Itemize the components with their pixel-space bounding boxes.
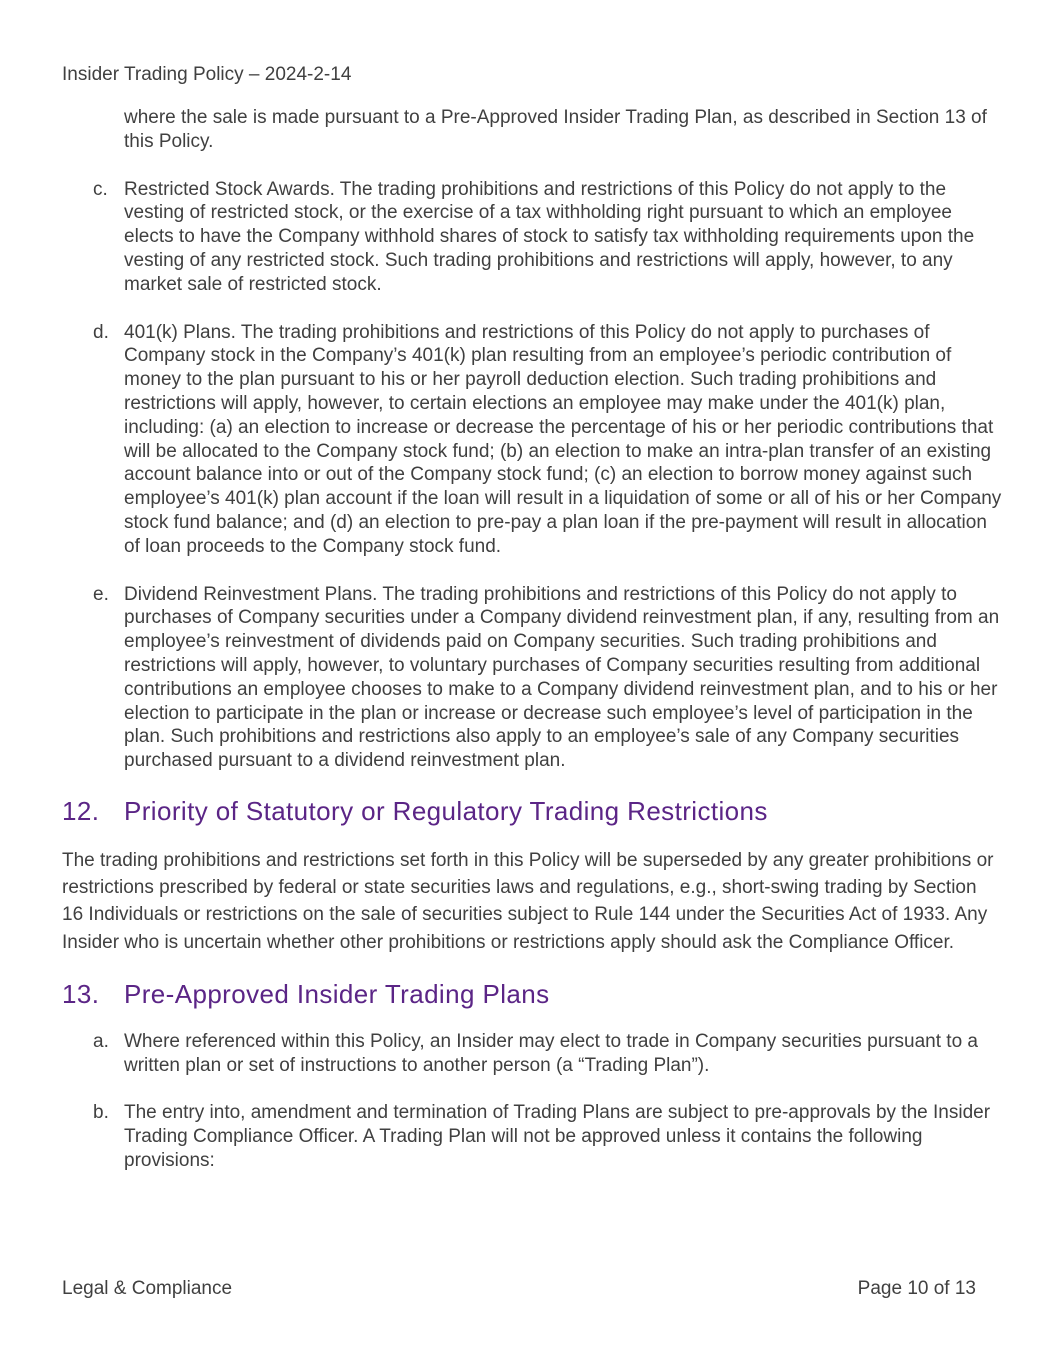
- footer-page-number: Page 10 of 13: [857, 1278, 976, 1299]
- list-item-text: Dividend Reinvestment Plans. The trading prohibitions and restrictions of this Policy do not apply to purchases of Company securities under a Company dividend reinvestment plan, if any, resulting from an employee’s reinvestment of dividends paid on Company securities. Such trading prohibitions and restrictions will apply, however, to voluntary purchases of Company securities resulting from additional contributions an employee chooses to make to a Company dividend reinvestment plan, and to his or her election to participate in the plan or increase or decrease such employee’s level of participation in the plan. Such prohibitions and restrictions also apply to an employee’s sale of any Company securities purchased pursuant to a dividend reinvestment plan.: [124, 583, 1000, 772]
- list-item: [62, 583, 1002, 773]
- section-12-number: 12.: [62, 795, 100, 826]
- list-item: [62, 1101, 1002, 1172]
- list-item-text: 401(k) Plans. The trading prohibitions and restrictions of this Policy do not apply to purchases of Company stock in the Company’s 401(k) plan resulting from an employee’s periodic contribution of money to the plan pursuant to his or her payroll deduction election. Such trading prohibitions and restrictions will apply, however, to certain elections an employee may make under the 401(k) plan, including: (a) an election to increase or decrease the percentage of his or her periodic contributions that will be allocated to the Company stock fund; (b) an election to make an intra-plan transfer of an existing account balance into or out of the Company stock fund; (c) an election to borrow money against such employee’s 401(k) plan account if the loan will result in a liquidation of some or all of his or her Company stock fund balance; and (d) an election to pre-pay a plan loan if the pre-payment will result in allocation of loan proceeds to the Company stock fund.: [124, 321, 1002, 557]
- page-content: [62, 106, 1002, 1197]
- list-item: [62, 178, 1002, 297]
- section-13-heading: [62, 978, 1002, 1010]
- footer-department: Legal & Compliance: [62, 1278, 233, 1299]
- continuation-text: where the sale is made pursuant to a Pre-Approved Insider Trading Plan, as described in Section 13 of this Policy.: [124, 107, 987, 152]
- section-12-title: Priority of Statutory or Regulatory Trading Restrictions: [124, 795, 768, 826]
- section-13-title: Pre-Approved Insider Trading Plans: [124, 978, 550, 1009]
- list-item: [62, 321, 1002, 559]
- list-item-letter: e.: [93, 583, 109, 605]
- list-item-letter: c.: [93, 178, 108, 200]
- list-item-letter: d.: [93, 321, 109, 343]
- list-item-letter: b.: [93, 1102, 109, 1124]
- list-item: [62, 1030, 1002, 1078]
- list-item-letter: a.: [93, 1030, 109, 1052]
- list-item-text: Restricted Stock Awards. The trading prohibitions and restrictions of this Policy do not apply to the vesting of restricted stock, or the exercise of a tax withholding right pursuant to which an employee elects to have the Company withhold shares of stock to satisfy tax withholding requirements upon the vesting of any restricted stock. Such trading prohibitions and restrictions will apply, however, to any market sale of restricted stock.: [124, 178, 975, 295]
- section-12-heading: [62, 795, 1002, 827]
- page-header: Insider Trading Policy – 2024-2-14: [62, 64, 352, 85]
- list-item-text: The entry into, amendment and termination of Trading Plans are subject to pre-approvals by the Insider Trading Compliance Officer. A Trading Plan will not be approved unless it contains the following provisions:: [124, 1102, 991, 1171]
- section-12-body: The trading prohibitions and restrictions set forth in this Policy will be superseded by any greater prohibitions or restrictions prescribed by federal or state securities laws and regulations, e.g., short-swing trading by Section 16 Individuals or restrictions on the sale of securities subject to Rule 144 under the Securities Act of 1933. Any Insider who is uncertain whether other prohibitions or restrictions apply should ask the Compliance Officer.: [62, 849, 994, 953]
- list-item-text: Where referenced within this Policy, an Insider may elect to trade in Company securities pursuant to a written plan or set of instructions to another person (a “Trading Plan”).: [124, 1030, 978, 1076]
- section-13-number: 13.: [62, 978, 100, 1009]
